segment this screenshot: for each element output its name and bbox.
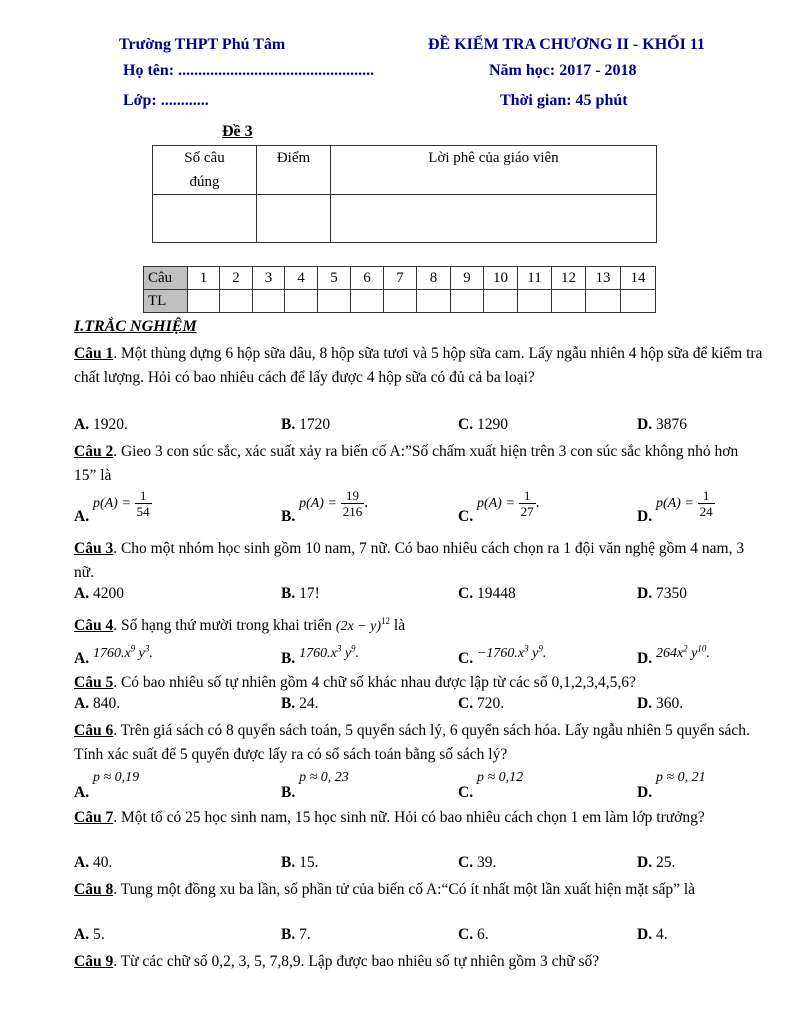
school-name: Trường THPT Phú Tâm	[119, 36, 286, 53]
answer-grid-number: 11	[518, 267, 552, 290]
school-year: Năm học: 2017 - 2018	[489, 62, 637, 79]
question-7-options: A. 40. B. 15. C. 39. D. 25.	[74, 854, 676, 871]
answer-cell[interactable]	[417, 290, 451, 313]
answer-grid-number: 1	[188, 267, 220, 290]
question-2: Câu 2. Gieo 3 con súc sắc, xác suất xảy ra biến cố A:”Số chấm xuất hiện trên 3 con súc sắc không nhỏ hơn 15” là	[74, 443, 739, 484]
answer-cell[interactable]	[384, 290, 417, 313]
answer-grid-number: 2	[220, 267, 253, 290]
answer-cell[interactable]	[484, 290, 518, 313]
exam-title: ĐỀ KIỂM TRA CHƯƠNG II - KHỐI 11	[428, 36, 705, 53]
teacher-comment-cell	[331, 195, 657, 243]
student-name-field: Họ tên: .................................................	[123, 62, 375, 79]
answer-grid-number: 10	[484, 267, 518, 290]
answer-grid-number: 12	[552, 267, 586, 290]
answer-grid-number: 6	[351, 267, 384, 290]
answer-cell[interactable]	[621, 290, 656, 313]
teacher-comment-header: Lời phê của giáo viên	[331, 146, 657, 195]
question-5: Câu 5. Có bao nhiêu số tự nhiên gồm 4 chữ số khác nhau được lập từ các số 0,1,2,3,4,5,6?	[74, 674, 636, 691]
answer-cell[interactable]	[253, 290, 285, 313]
question-8-options: A. 5. B. 7. C. 6. D. 4.	[74, 926, 668, 943]
answer-grid-number: 5	[318, 267, 351, 290]
exam-time: Thời gian: 45 phút	[500, 92, 628, 109]
question-9: Câu 9. Từ các chữ số 0,2, 3, 5, 7,8,9. Lập được bao nhiêu số tự nhiên gồm 3 chữ số?	[74, 953, 600, 970]
class-field: Lớp: ............	[123, 92, 209, 109]
question-row-label: Câu	[144, 267, 188, 290]
section-title: I.TRẮC NGHIỆM	[74, 318, 197, 335]
question-5-options: A. 840. B. 24. C. 720. D. 360.	[74, 695, 684, 712]
question-8: Câu 8. Tung một đồng xu ba lần, số phần tử của biến cố A:“Có ít nhất một lần xuất hiện mặt sấp” là	[74, 881, 696, 898]
correct-count-cell	[153, 195, 257, 243]
answer-cell[interactable]	[451, 290, 484, 313]
question-1-options: A. 1920. B. 1720 C. 1290 D. 3876	[74, 416, 687, 433]
question-7: Câu 7. Một tổ có 25 học sinh nam, 15 học sinh nữ. Hỏi có bao nhiêu cách chọn 1 em làm lớp trưởng?	[74, 809, 705, 826]
answer-grid-number: 3	[253, 267, 285, 290]
answer-cell[interactable]	[586, 290, 621, 313]
question-3: Câu 3. Cho một nhóm học sinh gồm 10 nam, 7 nữ. Có bao nhiêu cách chọn ra 1 đội văn nghệ gồm 4 nam, 3 nữ.	[74, 540, 745, 581]
answer-cell[interactable]	[285, 290, 318, 313]
answer-grid-number: 4	[285, 267, 318, 290]
score-header: Điểm	[257, 146, 331, 195]
answer-cell[interactable]	[552, 290, 586, 313]
answer-cell[interactable]	[351, 290, 384, 313]
answer-cell[interactable]	[188, 290, 220, 313]
answer-grid	[143, 266, 656, 313]
question-4: Câu 4. Số hạng thứ mười trong khai triển $(2x - y)^{12}$ là	[74, 616, 406, 635]
answer-grid-number: 13	[586, 267, 621, 290]
exam-version: Đề 3	[222, 123, 253, 140]
answer-grid-number: 9	[451, 267, 484, 290]
score-cell	[257, 195, 331, 243]
answer-grid-number: 7	[384, 267, 417, 290]
question-1: Câu 1. Một thùng dựng 6 hộp sữa dâu, 8 hộp sữa tươi và 5 hộp sữa cam. Lấy ngẫu nhiên 4 hộp sữa để kiểm tra chất lượng. Hỏi có bao nhiêu cách để lấy được 4 hộp sữa có đủ cả ba loại?	[74, 345, 763, 386]
correct-count-header: Số câu đúng	[153, 146, 257, 195]
question-6: Câu 6. Trên giá sách có 8 quyển sách toán, 5 quyển sách lý, 6 quyển sách hóa. Lấy ngẫu nhiên 5 quyển sách. Tính xác suất để 5 quyển được lấy ra có số sách toán bằng số sách lý?	[74, 722, 750, 763]
answer-cell[interactable]	[220, 290, 253, 313]
score-table	[152, 145, 657, 243]
answer-grid-number: 14	[621, 267, 656, 290]
answer-row-label: TL	[144, 290, 188, 313]
answer-cell[interactable]	[518, 290, 552, 313]
answer-grid-number: 8	[417, 267, 451, 290]
question-3-options: A. 4200 B. 17! C. 19448 D. 7350	[74, 585, 687, 602]
answer-cell[interactable]	[318, 290, 351, 313]
